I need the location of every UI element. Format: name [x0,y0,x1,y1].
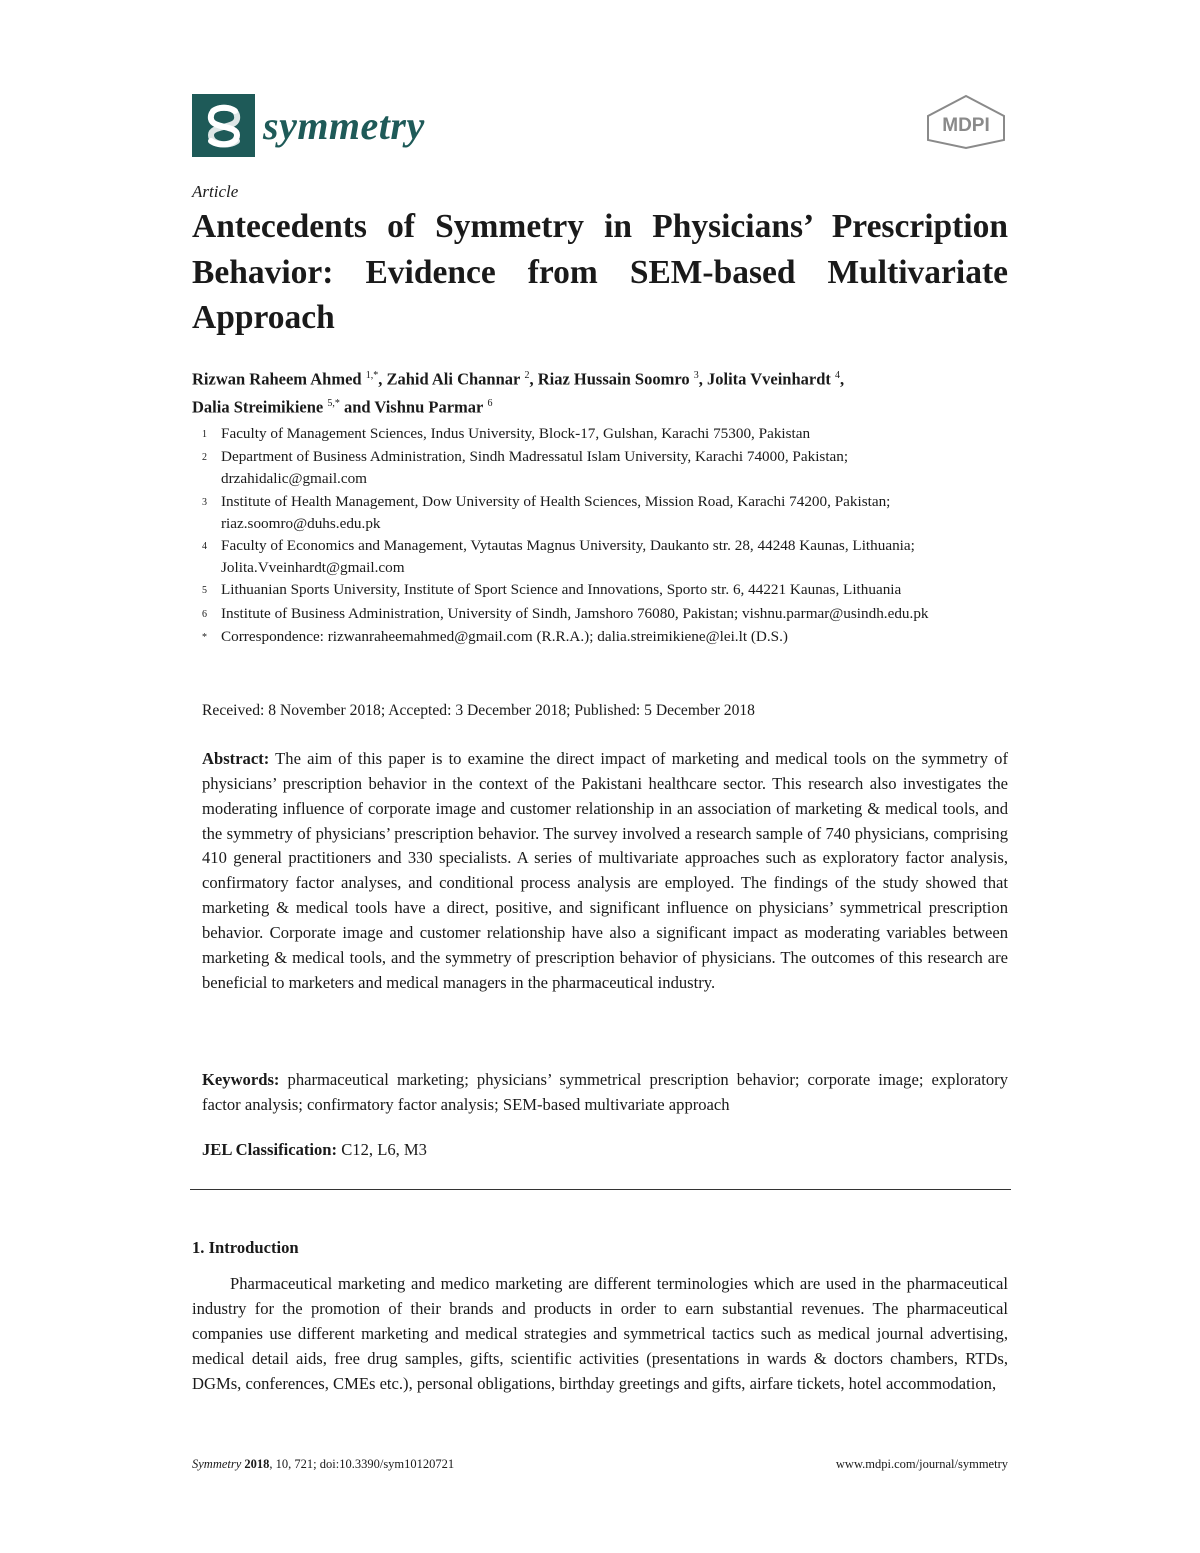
affiliation-mark: 2 [202,452,207,464]
affiliation-text: Institute of Business Administration, University of Sindh, Jamshoro 76080, Pakistan; vishnu.parmar@usindh.edu.pk [221,604,929,622]
affiliation-text: Faculty of Management Sciences, Indus University, Block-17, Gulshan, Karachi 75300, Pakistan [221,425,811,442]
keywords-text: pharmaceutical marketing; physicians’ symmetrical prescription behavior; corporate image; exploratory factor analysis; confirmatory factor analysis; SEM-based multivariate approach [202,1070,1009,1114]
journal-logo[interactable] [192,94,425,157]
author-name: Jolita Vveinhardt [706,369,831,389]
section-divider [190,1189,1011,1190]
abstract [202,747,1008,995]
affiliation-item [202,626,992,649]
author-affiliation-mark: 6 [487,397,493,409]
affiliation-item [202,603,992,626]
author-affiliation-mark: 3 [693,370,699,381]
author-name: Riaz Hussain Soomro [537,369,690,389]
affiliation-item [202,579,992,602]
citation-footer [192,1457,454,1472]
affiliation-mark: 5 [202,585,207,597]
affiliation-text: Lithuanian Sports University, Institute of Sport Science and Innovations, Sporto str. 6, 44221 Kaunas, Lithuania [221,581,902,599]
section-heading: 1. Introduction [192,1238,299,1257]
affiliation-mark: 6 [202,608,207,620]
affiliation-item [202,535,992,579]
jel-text: C12, L6, M3 [341,1140,427,1159]
author-name: Rizwan Raheem Ahmed [192,369,362,389]
author-name: Vishnu Parmar [374,397,484,416]
footer-volume: , 10, 721; doi:10.3390/sym10120721 [269,1457,455,1471]
author-separator: , [840,369,845,389]
affiliation-text: Department of Business Administration, Sindh Madressatul Islam University, Karachi 74000, Pakistan; drzahidalic@gmail.com [221,448,849,488]
author-affiliation-mark: 4 [835,370,841,381]
affiliation-mark: * [202,631,207,643]
mdpi-logo-icon[interactable] [924,94,1008,150]
abstract-label: Abstract: [202,749,270,768]
article-type: Article [192,182,239,201]
author-separator: , [698,369,707,389]
paper-title: Antecedents of Symmetry in Physicians’ Prescription Behavior: Evidence from SEM-based Multivariate Approach [192,208,1008,336]
affiliation-text: Institute of Health Management, Dow University of Health Sciences, Mission Road, Karachi 74200, Pakistan; riaz.soomro@duhs.edu.pk [221,492,891,532]
journal-name: symmetry [263,102,425,148]
affiliation-item [202,446,992,490]
author-separator: , [529,369,538,389]
author-separator: , [378,369,387,389]
author-affiliation-mark: 1,* [365,370,379,381]
footer-journal: Symmetry [192,1457,242,1471]
journal-url-link[interactable]: www.mdpi.com/journal/symmetry [835,1457,1008,1471]
affiliation-list [202,423,992,649]
affiliation-text: Faculty of Economics and Management, Vytautas Magnus University, Daukanto str. 28, 44248 Kaunas, Lithuania; Jolita.Vveinhardt@gmail.com [221,537,915,577]
introduction-paragraph: Pharmaceutical marketing and medico marketing are different terminologies which are used in the pharmaceutical industry for the promotion of their brands and products in order to earn substantial revenues. The pharmaceutical companies use different marketing and medical strategies and symmetrical tactics such as medical journal advertising, medical detail aids, free drug samples, gifts, scientific activities (presentations in wards & doctors chambers, RTDs, DGMs, conferences, CMEs etc.), personal obligations, birthday greetings and gifts, airfare tickets, hotel accommodation, [192,1274,1008,1393]
affiliation-item [202,491,992,535]
footer-year: 2018 [244,1457,270,1471]
author-list [192,364,1008,419]
affiliation-mark: 4 [202,541,207,553]
keywords-label: Keywords: [202,1070,280,1089]
jel-classification [202,1140,427,1160]
author-affiliation-mark: 5,* [327,397,340,409]
affiliation-mark: 3 [202,496,207,508]
author-name: Dalia Streimikiene [192,397,324,416]
affiliation-item [202,423,992,446]
publication-dates: Received: 8 November 2018; Accepted: 3 December 2018; Published: 5 December 2018 [202,702,755,719]
author-affiliation-mark: 2 [524,370,530,381]
affiliation-mark: 1 [202,429,207,440]
affiliation-text: Correspondence: rizwanraheemahmed@gmail.com (R.R.A.); dalia.streimikiene@lei.lt (D.S.) [221,627,788,645]
keywords [202,1068,1008,1118]
jel-label: JEL Classification: [202,1140,338,1159]
symmetry-logo-icon [192,94,255,157]
author-separator: and [339,397,375,416]
publisher-name: MDPI [942,115,990,136]
author-name: Zahid Ali Channar [386,369,521,389]
abstract-text: The aim of this paper is to examine the direct impact of marketing and medical tools on the symmetry of physicians’ prescription behavior in the context of the Pakistani healthcare sector. This research also investigates the moderating influence of corporate image and customer relationship in an association of marketing & medical tools, and the symmetry of physicians’ prescription behavior. The survey involved a research sample of 740 physicians, comprising 410 general practitioners and 330 specialists. A series of multivariate approaches such as exploratory factor analysis, confirmatory factor analyses, and conditional process analysis are employed. The findings of the study showed that marketing & medical tools have a direct, positive, and significant influence on physicians’ symmetrical prescription behavior. Corporate image and customer relationship have also a significant impact as moderating variables between marketing & medical tools, and the symmetry of prescription behavior of physicians. The outcomes of this research are beneficial to marketers and medical managers in the pharmaceutical industry. [202,749,1008,992]
